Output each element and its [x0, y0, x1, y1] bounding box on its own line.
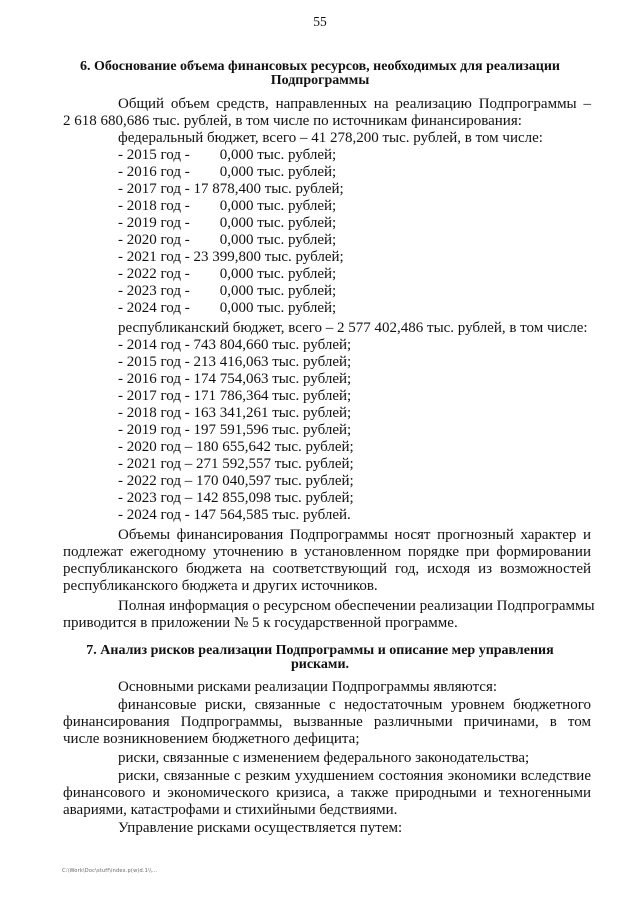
federal-year-item: - 2020 год - 0,000 тыс. рублей;: [118, 232, 337, 248]
republic-year-item: - 2020 год – 180 655,642 тыс. рублей;: [118, 439, 354, 455]
republic-year-item: - 2022 год – 170 040,597 тыс. рублей;: [118, 473, 354, 489]
legislation-risk: риски, связанные с изменением федерального законодательства;: [118, 750, 530, 766]
section-6-heading-line1: 6. Обоснование объема финансовых ресурсов, необходимых для реализации: [80, 59, 560, 74]
republic-year-item: - 2024 год - 147 564,585 тыс. рублей.: [118, 507, 351, 523]
federal-year-item: - 2015 год - 0,000 тыс. рублей;: [118, 147, 337, 163]
section-7-heading-line2: рисками.: [290, 657, 350, 672]
risk-management-intro: Управление рисками осуществляется путем:: [118, 820, 403, 836]
financial-risk-line: финансовые риски, связанные с недостаточным уровнем бюджетного: [118, 697, 591, 713]
federal-year-item: - 2024 год - 0,000 тыс. рублей;: [118, 300, 337, 316]
federal-year-item: - 2016 год - 0,000 тыс. рублей;: [118, 164, 337, 180]
federal-total: федеральный бюджет, всего – 41 278,200 тыс. рублей, в том числе:: [118, 130, 543, 146]
intro-line-2: 2 618 680,686 тыс. рублей, в том числе по источникам финансирования:: [63, 113, 522, 129]
section-7-heading-line1: 7. Анализ рисков реализации Подпрограммы и описание мер управления: [86, 643, 554, 658]
financial-risk-line-last: числе возникновением бюджетного дефицита;: [63, 731, 360, 747]
economy-risk-line: риски, связанные с резким ухудшением состояния экономики вследствие: [118, 768, 591, 784]
forecast-line: подлежат ежегодному уточнению в установленном порядке при формировании: [63, 544, 591, 560]
page-number: 55: [313, 14, 327, 29]
republic-year-item: - 2019 год - 197 591,596 тыс. рублей;: [118, 422, 352, 438]
info-paragraph: [63, 598, 595, 615]
info-line-last: приводится в приложении № 5 к государственной программе.: [63, 615, 458, 631]
section-6-heading-line2: Подпрограммы: [270, 73, 370, 88]
financial-risk-line: финансирования Подпрограммы, вызванные различными причинами, в том: [63, 714, 591, 730]
republic-year-item: - 2023 год – 142 855,098 тыс. рублей;: [118, 490, 354, 506]
republic-year-item: - 2021 год – 271 592,557 тыс. рублей;: [118, 456, 354, 472]
republic-year-item: - 2016 год - 174 754,063 тыс. рублей;: [118, 371, 352, 387]
republic-total: республиканский бюджет, всего – 2 577 402,486 тыс. рублей, в том числе:: [118, 320, 588, 336]
forecast-line: Объемы финансирования Подпрограммы носят прогнозный характер и: [118, 527, 591, 543]
forecast-paragraph: [63, 527, 591, 578]
federal-year-item: - 2021 год - 23 399,800 тыс. рублей;: [118, 249, 344, 265]
footer-file-path: C:\Work\Doc\stuff\index.p(w)d.1\\...: [62, 868, 158, 874]
federal-year-item: - 2017 год - 17 878,400 тыс. рублей;: [118, 181, 344, 197]
section-7-heading: [60, 644, 580, 672]
republic-year-item: - 2015 год - 213 416,063 тыс. рублей;: [118, 354, 352, 370]
section-6-heading: [60, 60, 580, 88]
info-line: Полная информация о ресурсном обеспечении реализации Подпрограммы: [118, 598, 595, 614]
republic-year-item: - 2014 год - 743 804,660 тыс. рублей;: [118, 337, 352, 353]
intro-line-1: Общий объем средств, направленных на реализацию Подпрограммы –: [118, 96, 591, 112]
forecast-line-last: республиканского бюджета и других источников.: [63, 578, 378, 594]
main-risks-intro: Основными рисками реализации Подпрограммы являются:: [118, 679, 498, 695]
republic-year-item: - 2017 год - 171 786,364 тыс. рублей;: [118, 388, 352, 404]
financial-risks-paragraph: [63, 697, 591, 731]
intro-paragraph: [63, 96, 591, 113]
economy-risks-paragraph: [63, 768, 591, 802]
federal-year-item: - 2019 год - 0,000 тыс. рублей;: [118, 215, 337, 231]
economy-risk-line-last: авариями, катастрофами и стихийными бедствиями.: [63, 802, 398, 818]
federal-year-item: - 2018 год - 0,000 тыс. рублей;: [118, 198, 337, 214]
forecast-line: республиканского бюджета на соответствующий год, исходя из возможностей: [63, 561, 591, 577]
federal-year-item: - 2022 год - 0,000 тыс. рублей;: [118, 266, 337, 282]
federal-year-item: - 2023 год - 0,000 тыс. рублей;: [118, 283, 337, 299]
economy-risk-line: финансового и экономического кризиса, а также природными и техногенными: [63, 785, 591, 801]
republic-year-item: - 2018 год - 163 341,261 тыс. рублей;: [118, 405, 352, 421]
